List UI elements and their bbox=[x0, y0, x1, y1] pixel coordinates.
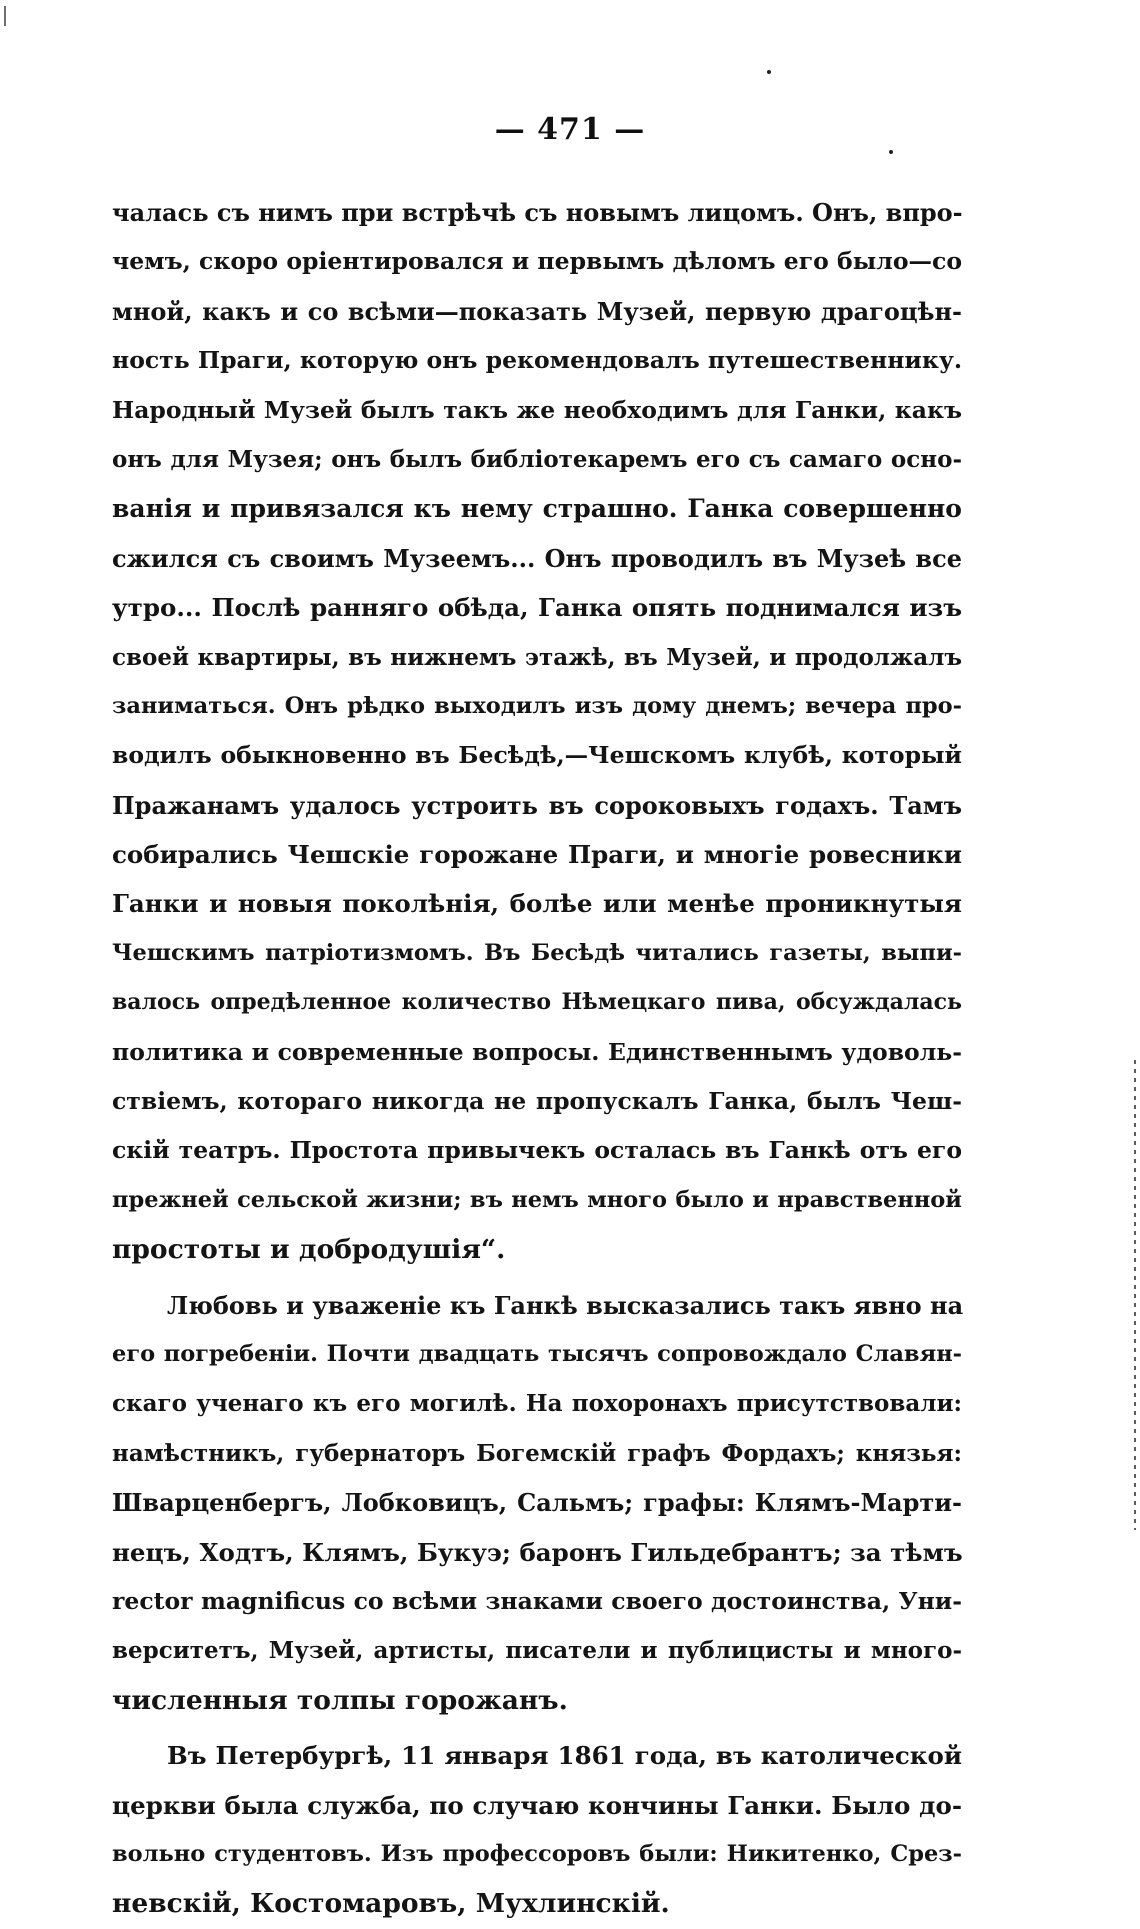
page-number: — 471 — bbox=[494, 112, 646, 147]
text-line: численныя толпы горожанъ. bbox=[112, 1684, 568, 1716]
text-line: скій театръ. Простота привычекъ осталась въ Ганкѣ отъ его bbox=[112, 1136, 962, 1165]
text-line: утро... Послѣ ранняго обѣда, Ганка опять поднимался изъ bbox=[112, 593, 962, 623]
paragraph bbox=[112, 188, 962, 1275]
text-line: прежней сельской жизни; въ немъ много было и нравственной bbox=[112, 1186, 962, 1213]
body-text bbox=[112, 188, 962, 1929]
text-line: rector magnificus со всѣми знаками своего достоинства, Уни- bbox=[112, 1586, 962, 1615]
paragraph bbox=[112, 1281, 962, 1726]
text-line: его погребеніи. Почти двадцать тысячъ сопровождало Славян- bbox=[112, 1340, 962, 1367]
text-line: ствіемъ, котораго никогда не пропускалъ Ганка, былъ Чеш- bbox=[112, 1087, 962, 1116]
text-line: Пражанамъ удалось устроить въ сороковыхъ годахъ. Тамъ bbox=[112, 790, 962, 820]
text-line: заниматься. Онъ рѣдко выходилъ изъ дому днемъ; вечера про- bbox=[112, 692, 962, 719]
text-line: мной, какъ и со всѣми—показать Музей, первую драгоцѣн- bbox=[112, 296, 962, 326]
text-line: вольно студентовъ. Изъ профессоровъ были: Никитенко, Срез- bbox=[112, 1840, 962, 1867]
text-line: Любовь и уваженіе къ Ганкѣ высказались такъ явно на bbox=[167, 1290, 964, 1320]
text-line: невскій, Костомаровъ, Мухлинскій. bbox=[112, 1888, 670, 1920]
scan-speck bbox=[767, 70, 771, 74]
scan-speck bbox=[889, 150, 893, 154]
text-line: сжился съ своимъ Музеемъ... Онъ проводилъ въ Музеѣ все bbox=[112, 543, 962, 573]
text-line: верситетъ, Музей, артисты, писатели и публицисты и много- bbox=[112, 1637, 962, 1665]
text-line: нецъ, Ходтъ, Клямъ, Букуэ; баронъ Гильдебрантъ; за тѣмъ bbox=[112, 1537, 963, 1567]
text-line: валось опредѣленное количество Нѣмецкаго пива, обсуждалась bbox=[112, 989, 962, 1016]
text-line: чалась съ нимъ при встрѣчѣ съ новымъ лицомъ. Онъ, впро- bbox=[112, 198, 963, 227]
text-line: ванія и привязался къ нему страшно. Ганка совершенно bbox=[112, 494, 962, 524]
text-line: водилъ обыкновенно въ Бесѣдѣ,—Чешскомъ клубѣ, который bbox=[112, 741, 962, 770]
text-line: Шварценбергъ, Лобковицъ, Сальмъ; графы: Клямъ-Марти- bbox=[112, 1488, 962, 1518]
scan-binding-edge bbox=[1134, 1060, 1136, 1530]
text-line: онъ для Музея; онъ былъ библіотекаремъ его съ самаго осно- bbox=[112, 445, 962, 473]
text-line: своей квартиры, въ нижнемъ этажѣ, въ Музей, и продолжалъ bbox=[112, 643, 962, 671]
text-line: Въ Петербургѣ, 11 января 1861 года, въ католической bbox=[167, 1741, 962, 1771]
text-line: простоты и добродушія“. bbox=[112, 1234, 506, 1266]
scan-edge-mark bbox=[4, 6, 6, 26]
text-line: политика и современные вопросы. Единственнымъ удоволь- bbox=[112, 1037, 962, 1066]
text-line: чемъ, скоро оріентировался и первымъ дѣломъ его было—со bbox=[112, 247, 962, 276]
text-line: намѣстникъ, губернаторъ Богемскій графъ Фордахъ; князья: bbox=[112, 1439, 962, 1467]
text-line: ность Праги, которую онъ рекомендовалъ путешественнику. bbox=[112, 346, 963, 375]
text-line: церкви была служба, по случаю кончины Ганки. Было до- bbox=[112, 1790, 962, 1820]
text-line: скаго ученаго къ его могилѣ. На похоронахъ присутствовали: bbox=[112, 1390, 962, 1418]
paragraph bbox=[112, 1731, 962, 1929]
text-line: Чешскимъ патріотизмомъ. Въ Бесѣдѣ читались газеты, выпи- bbox=[112, 939, 962, 966]
text-line: Народный Музей былъ такъ же необходимъ для Ганки, какъ bbox=[112, 395, 962, 424]
text-line: Ганки и новыя поколѣнія, болѣе или менѣе проникнутыя bbox=[112, 889, 962, 919]
text-line: собирались Чешскіе горожане Праги, и многіе ровесники bbox=[112, 840, 962, 870]
